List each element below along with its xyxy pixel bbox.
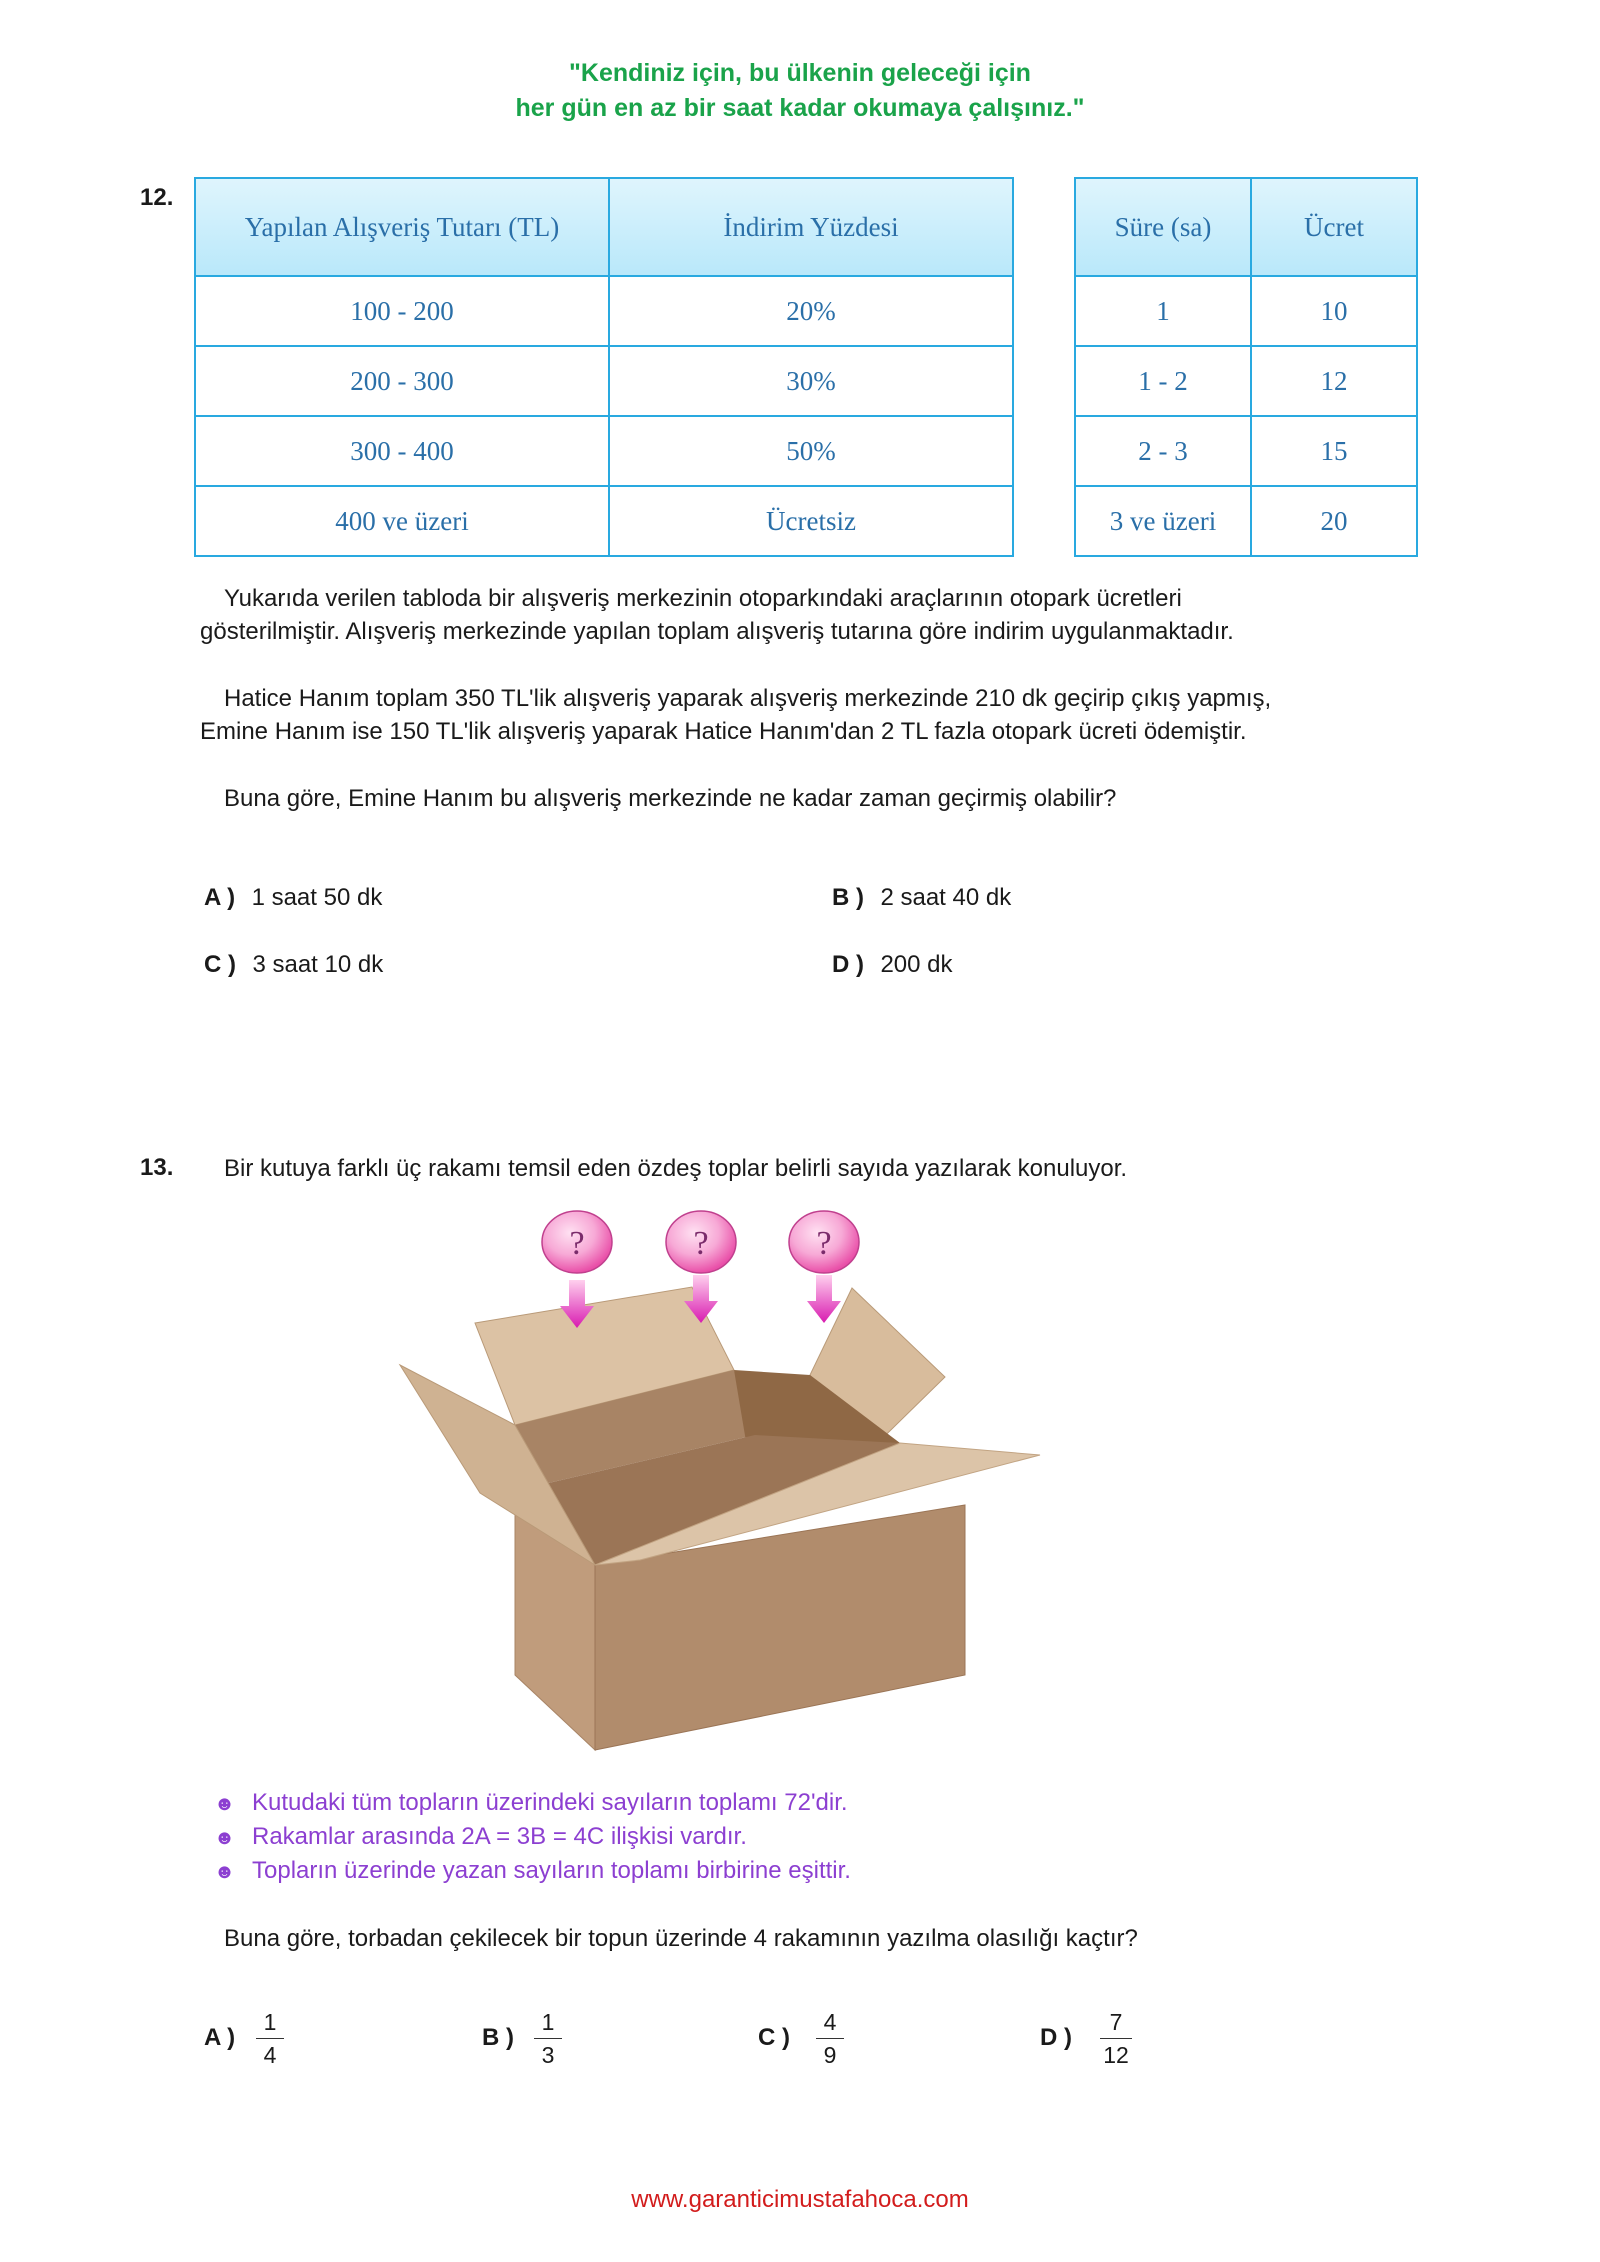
ball-label: ? (816, 1225, 832, 1262)
fraction-denominator: 4 (263, 2042, 277, 2068)
table-cell: 30% (609, 346, 1013, 416)
fraction-numerator: 4 (823, 2009, 837, 2035)
option-letter: A ) (204, 884, 236, 911)
q13-option-a-letter[interactable]: A ) (204, 2024, 236, 2051)
table-cell: 15 (1251, 416, 1417, 486)
condition-text: Topların üzerinde yazan sayıların toplamı birbirine eşittir. (252, 1857, 851, 1884)
fraction-denominator: 9 (823, 2042, 837, 2068)
table-cell: 200 - 300 (195, 346, 609, 416)
discount-table-header-row (195, 178, 1013, 276)
option-text: 1 saat 50 dk (251, 884, 383, 911)
table-cell: 2 - 3 (1075, 416, 1251, 486)
q13-intro: Bir kutuya farklı üç rakamı temsil eden özdeş toplar belirli sayıda yazılarak konuluyor. (224, 1155, 1128, 1182)
q13-question: Buna göre, torbadan çekilecek bir topun üzerinde 4 rakamının yazılma olasılığı kaçtır? (224, 1925, 1138, 1952)
table-row (1075, 486, 1417, 556)
q13-option-d-letter[interactable]: D ) (1040, 2024, 1072, 2051)
condition-item (214, 1820, 747, 1855)
ball-label: ? (693, 1225, 709, 1262)
fraction-bar (816, 2038, 844, 2039)
q13-option-c-fraction (810, 2008, 850, 2069)
box-illustration (390, 1195, 1070, 1770)
table-cell: 1 (1075, 276, 1251, 346)
motto-line-2: her gün en az bir saat kadar okumaya çalışınız." (515, 94, 1085, 122)
smiley-bullet-icon: ☻ (214, 1793, 236, 1815)
q12-option-b[interactable] (832, 884, 1011, 912)
smiley-bullet-icon: ☻ (214, 1827, 236, 1849)
motto-line-1: "Kendiniz için, bu ülkenin geleceği için (569, 59, 1031, 87)
option-letter: B ) (832, 884, 864, 911)
q13-option-d-fraction (1094, 2008, 1138, 2069)
fee-table-header-fee: Ücret (1251, 178, 1417, 276)
q13-option-a-fraction (250, 2008, 290, 2069)
table-cell: 10 (1251, 276, 1417, 346)
condition-text: Rakamlar arasında 2A = 3B = 4C ilişkisi vardır. (252, 1823, 747, 1850)
ball-label: ? (569, 1225, 585, 1262)
condition-item (214, 1854, 851, 1889)
smiley-bullet-icon: ☻ (214, 1861, 236, 1883)
discount-table-header-amount: Yapılan Alışveriş Tutarı (TL) (195, 178, 609, 276)
fraction-bar (534, 2038, 562, 2039)
table-row (195, 416, 1013, 486)
fee-table-header-row (1075, 178, 1417, 276)
table-cell: 20 (1251, 486, 1417, 556)
table-row (195, 486, 1013, 556)
fee-table-header-duration: Süre (sa) (1075, 178, 1251, 276)
option-letter: C ) (204, 951, 236, 978)
table-cell: 400 ve üzeri (195, 486, 609, 556)
fraction-bar (256, 2038, 284, 2039)
option-text: 200 dk (880, 951, 953, 978)
table-row (195, 346, 1013, 416)
discount-table (194, 177, 1014, 557)
table-cell: Ücretsiz (609, 486, 1013, 556)
q13-option-c-letter[interactable]: C ) (758, 2024, 790, 2051)
fraction-denominator: 3 (541, 2042, 555, 2068)
q13-option-b-fraction (528, 2008, 568, 2069)
q12-question: Buna göre, Emine Hanım bu alışveriş merkezinde ne kadar zaman geçirmiş olabilir? (224, 785, 1117, 812)
fraction-numerator: 7 (1109, 2009, 1123, 2035)
q12-option-c[interactable] (204, 951, 383, 979)
option-text: 3 saat 10 dk (252, 951, 384, 978)
table-cell: 1 - 2 (1075, 346, 1251, 416)
condition-item (214, 1786, 848, 1821)
table-cell: 12 (1251, 346, 1417, 416)
table-cell: 3 ve üzeri (1075, 486, 1251, 556)
discount-table-header-percent: İndirim Yüzdesi (609, 178, 1013, 276)
table-cell: 300 - 400 (195, 416, 609, 486)
fee-table (1074, 177, 1418, 557)
table-cell: 20% (609, 276, 1013, 346)
fraction-numerator: 1 (541, 2009, 555, 2035)
q13-option-b-letter[interactable]: B ) (482, 2024, 514, 2051)
option-letter: D ) (832, 951, 864, 978)
q12-para2-line2: Emine Hanım ise 150 TL'lik alışveriş yaparak Hatice Hanım'dan 2 TL fazla otopark ücreti ödemiştir. (200, 718, 1247, 745)
table-row (1075, 346, 1417, 416)
table-cell: 100 - 200 (195, 276, 609, 346)
fraction-denominator: 12 (1103, 2042, 1129, 2068)
footer-link[interactable]: www.garanticimustafahoca.com (631, 2186, 969, 2213)
q12-option-a[interactable] (204, 884, 382, 912)
option-text: 2 saat 40 dk (880, 884, 1012, 911)
q12-para2-line1: Hatice Hanım toplam 350 TL'lik alışveriş yaparak alışveriş merkezinde 210 dk geçirip çıkış yapmış, (224, 685, 1272, 712)
table-cell: 50% (609, 416, 1013, 486)
condition-text: Kutudaki tüm topların üzerindeki sayıların toplamı 72'dir. (252, 1789, 848, 1816)
question-number-12: 12. (140, 184, 174, 211)
fraction-numerator: 1 (263, 2009, 277, 2035)
fraction-bar (1100, 2038, 1132, 2039)
table-row (1075, 276, 1417, 346)
table-row (195, 276, 1013, 346)
question-number-13: 13. (140, 1154, 174, 1181)
q12-para1-line2: gösterilmiştir. Alışveriş merkezinde yapılan toplam alışveriş tutarına göre indirim uygulanmaktadır. (200, 618, 1234, 645)
table-row (1075, 416, 1417, 486)
q12-option-d[interactable] (832, 951, 953, 979)
q12-para1-line1: Yukarıda verilen tabloda bir alışveriş merkezinin otoparkındaki araçlarının otopark ücretleri (224, 585, 1182, 612)
